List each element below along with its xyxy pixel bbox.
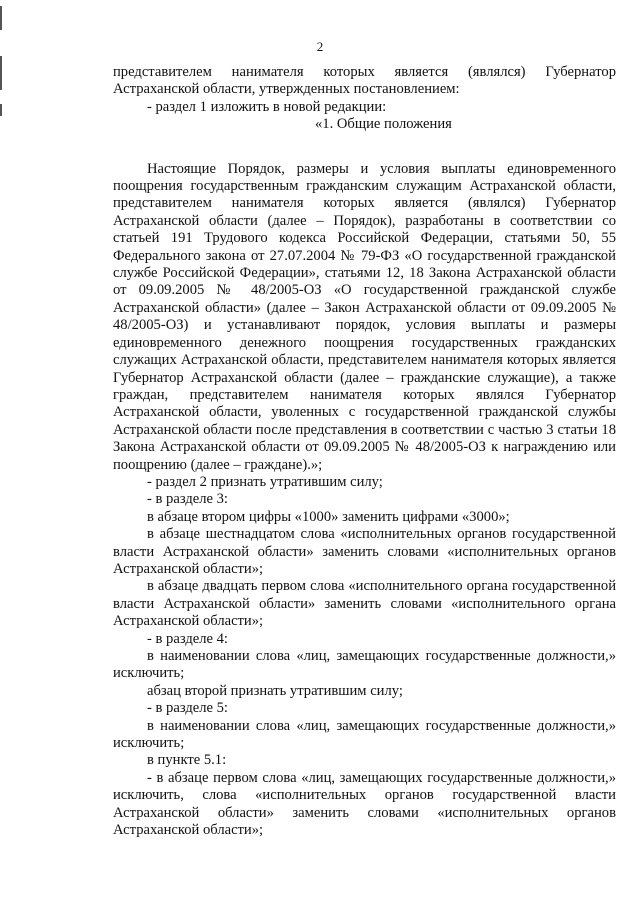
paragraph: Настоящие Порядок, размеры и условия выплаты единовременного поощрения государственным гражданским служащим Астраханской области, представителем нанимателя которых является (являлся) Губернатор Астраханской области (далее – Порядок), разработаны в соответствии со статьей 191 Трудового кодекса Российской Федерации, статьями 50, 55 Федерального закона от 27.07.2004 № 79-ФЗ «О государственной гражданской службе Российской Федерации», статьями 12, 18 Закона Астраханской области от 09.09.2005 № 48/2005-ОЗ «О государственной гражданской службе Астраханской области» (далее – Закон Астраханской области от 09.09.2005 № 48/2005-ОЗ) и устанавливают порядок, условия выплаты и размеры единовременного денежного поощрения государственных гражданских служащих Астраханской области, представителем нанимателя которых является Губернатор Астраханской области (далее – гражданские служащие), а также граждан, представителем нанимателя которых являлся Губернатор Астраханской области, уволенных с государственной гражданской службы Астраханской области после представления в соответствии с частью 3 статьи 18 Закона Астраханской области от 09.09.2005 № 48/2005-ОЗ к награждению или поощрению (далее – граждане).»; [113,160,616,473]
paragraph: - в разделе 3: [147,491,228,508]
paragraph: - раздел 2 признать утратившим силу; [147,473,383,490]
paragraph: - в абзаце первом слова «лиц, замещающих государственные должности,» исключить, слова «исполнительных органов государственной власти Астраханской области» заменить словами «исполнительных органов Астраханской области»; [113,769,616,839]
paragraph: в наименовании слова «лиц, замещающих государственные должности,» исключить; [113,717,616,752]
scan-edge-mark [0,6,2,30]
paragraph: в абзаце двадцать первом слова «исполнительного органа государственной власти Астраханской области» заменить словами «исполнительного органа Астраханской области»; [113,578,616,630]
paragraph: - в разделе 5: [147,700,228,717]
page-number: 2 [316,39,324,54]
document-body [113,64,616,839]
section-heading: «1. Общие положения [315,116,452,133]
paragraph: - раздел 1 изложить в новой редакции: [147,98,387,115]
paragraph: в наименовании слова «лиц, замещающих государственные должности,» исключить; [113,648,616,682]
paragraph: абзац второй признать утратившим силу; [147,682,403,699]
paragraph: в абзаце втором цифры «1000» заменить цифрами «3000»; [147,508,510,525]
paragraph: - в разделе 4: [147,630,228,647]
scan-edge-mark [0,56,2,90]
paragraph: в абзаце шестнадцатом слова «исполнительных органов государственной власти Астраханской области» заменить словами «исполнительных органов Астраханской области»; [113,526,616,577]
paragraph: представителем нанимателя которых является (являлся) Губернатор Астраханской области, утвержденных постановлением: [113,64,616,98]
scan-edge-mark [0,104,2,116]
paragraph: в пункте 5.1: [147,752,227,769]
